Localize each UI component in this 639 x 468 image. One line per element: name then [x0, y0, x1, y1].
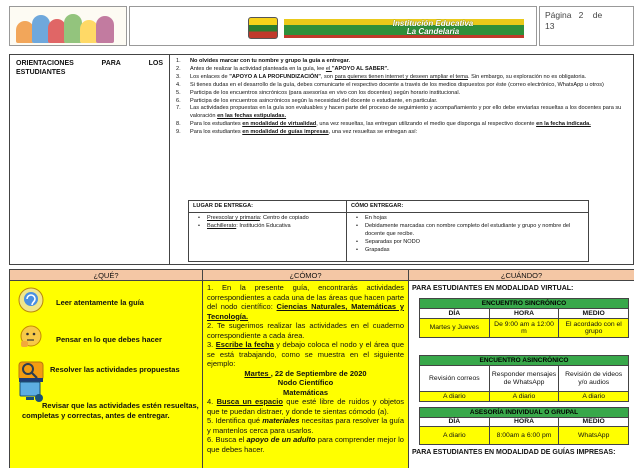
- example-area: Matemáticas: [282, 387, 329, 397]
- delivery-how-item: • Debidamente marcadas con nombre completo del estudiante y grupo y nombre del docente que recibe.: [351, 223, 584, 239]
- orientation-item: 9. Para los estudiantes en modalidad de guías impresas, una vez resueltas se entregan así:: [176, 129, 418, 136]
- ear-listening-icon: [17, 287, 45, 313]
- advisory-schedule-table: ASESORÍA INDIVIDUAL O GRUPAL DÍA HORA MEDIO A diario 8:00am a 6:00 pm WhatsApp: [419, 407, 629, 445]
- orientations-heading: ORIENTACIONES PARA LOS ESTUDIANTES: [10, 55, 170, 264]
- como-step-1: 1. En la presente guía, encontrarás actividades correspondientes a cada una de las áreas que hacen parte del nodo científico: Ciencias Naturales, Matemáticas y Tecnología.: [207, 283, 404, 321]
- que-column: [10, 281, 203, 468]
- delivery-how: CÓMO ENTREGAR: • En hojas • Debidamente marcadas con nombre completo del estudiante y grupo y nombre del docente que recibe. • Separadas por NODO • Grapadas: [347, 201, 588, 256]
- cuando-column: [409, 281, 634, 468]
- orientation-item: 4. Si tienes dudas en el desarrollo de la guía, debes comunicarte el respectivo docente a través de los medios dispuestos por éste (correo electrónico, WhatsApp u otros): [176, 81, 604, 88]
- document-header: [9, 6, 634, 46]
- que-item-review: Revisar que las actividades estén resueltas, completas y correctas, antes de entregar.: [22, 401, 199, 420]
- como-step-4: 4. Busca un espacio que esté libre de ruidos y objetos que te puedan distraer, y donde te sientas cómodo (a).: [207, 397, 405, 416]
- printed-title: PARA ESTUDIANTES EN MODALIDAD DE GUÍAS IMPRESAS:: [412, 449, 616, 456]
- orientation-item: 5. Participa de los encuentros sincrónicos (para asesorías en vivo con los docentes) según horario institucional.: [176, 89, 461, 96]
- col-header-cuando: ¿CUÁNDO?: [409, 270, 634, 281]
- activity-table: [9, 269, 634, 468]
- delivery-how-item: • En hojas: [351, 215, 584, 223]
- delivery-table: [188, 200, 589, 262]
- delivery-how-item: • Grapadas: [351, 247, 584, 255]
- orientation-item: 2. Antes de realizar la actividad planteada en la guía, lee el "APOYO AL SABER".: [176, 65, 389, 72]
- async-schedule-table: ENCUENTRO ASINCRÓNICO Revisión correos Responder mensajes de WhatsApp Revisión de videos y/o audios A diario A diario A diario: [419, 355, 629, 402]
- orientation-item: 7. Las actividades propuestas en la guía son evaluables y hacen parte del proceso de seguimiento y acompañamiento y por ello debe enviarlas resueltas a los docentes para su valoración en las fechas estipuladas.: [176, 105, 622, 120]
- como-step-2: 2. Te sugerimos realizar las actividades en el cuaderno correspondiente a cada área.: [207, 321, 404, 340]
- delivery-place-item: • Preescolar y primaria: Centro de copiado: [193, 215, 342, 223]
- col-header-que: ¿QUÉ?: [10, 270, 203, 281]
- kids-logo: [9, 6, 127, 46]
- example-date: Martes , 22 de Septiembre de 2020: [244, 368, 367, 378]
- orientation-item: 6. Participa de los encuentros asincrónicos según la necesidad del docente o estudiante, en particular.: [176, 97, 438, 104]
- como-step-6: 6. Busca el apoyo de un adulto para comprender mejor lo que debes hacer.: [207, 435, 404, 454]
- orientations-list: [170, 55, 633, 137]
- delivery-how-item: • Separadas por NODO: [351, 239, 584, 247]
- delivery-place-item: • Bachillerato: Institución Educativa: [193, 223, 342, 231]
- orientation-item: 8. Para los estudiantes en modalidad de virtualidad, una vez resueltas, las entregan utilizando el medio que disponga al respectivo docente en la fecha indicada.: [176, 121, 591, 128]
- como-column: [203, 281, 409, 468]
- col-header-como: ¿CÓMO?: [203, 270, 409, 281]
- school-shield-icon: [248, 17, 278, 39]
- orientation-item: 3. Los enlaces de "APOYO A LA PROFUNDIZACIÓN", son para quienes tienen internet y deseen ampliar el tema. Sin embargo, su exploración no es obligatoria.: [176, 73, 587, 80]
- children-illustration-icon: [16, 13, 122, 43]
- thinking-face-icon: [17, 324, 45, 350]
- page-indicator: Página 2 de 13: [539, 6, 634, 46]
- sync-schedule-table: ENCUENTRO SINCRÓNICO DÍA HORA MEDIO Martes y Jueves De 9:00 am a 12:00 m El acordado con el grupo: [419, 298, 629, 338]
- como-step-5: 5. Identifica qué materiales necesitas para resolver la guía y mantenlos cerca para usarlos.: [207, 416, 404, 435]
- orientations-table: [9, 54, 634, 265]
- que-item-think: Pensar en lo que debes hacer: [56, 335, 162, 344]
- orientation-item: 1. No olvides marcar con tu nombre y grupo la guía a entregar.: [176, 58, 351, 64]
- school-banner: [129, 6, 537, 46]
- que-item-read: Leer atentamente la guía: [56, 298, 144, 307]
- virtual-title: PARA ESTUDIANTES EN MODALIDAD VIRTUAL:: [412, 285, 574, 292]
- school-name: Institución Educativa La Candelaria: [392, 19, 474, 36]
- que-item-solve: Resolver las actividades propuestas: [50, 365, 180, 374]
- example-node: Nodo Científico: [277, 378, 334, 387]
- delivery-place: LUGAR DE ENTREGA: • Preescolar y primaria: Centro de copiado • Bachillerato: Institución Educativa: [189, 201, 347, 261]
- como-step-3: 3. Escribe la fecha y debajo coloca el nodo y el área que se está trabajando, como se muestra en el siguiente ejemplo:: [207, 340, 404, 368]
